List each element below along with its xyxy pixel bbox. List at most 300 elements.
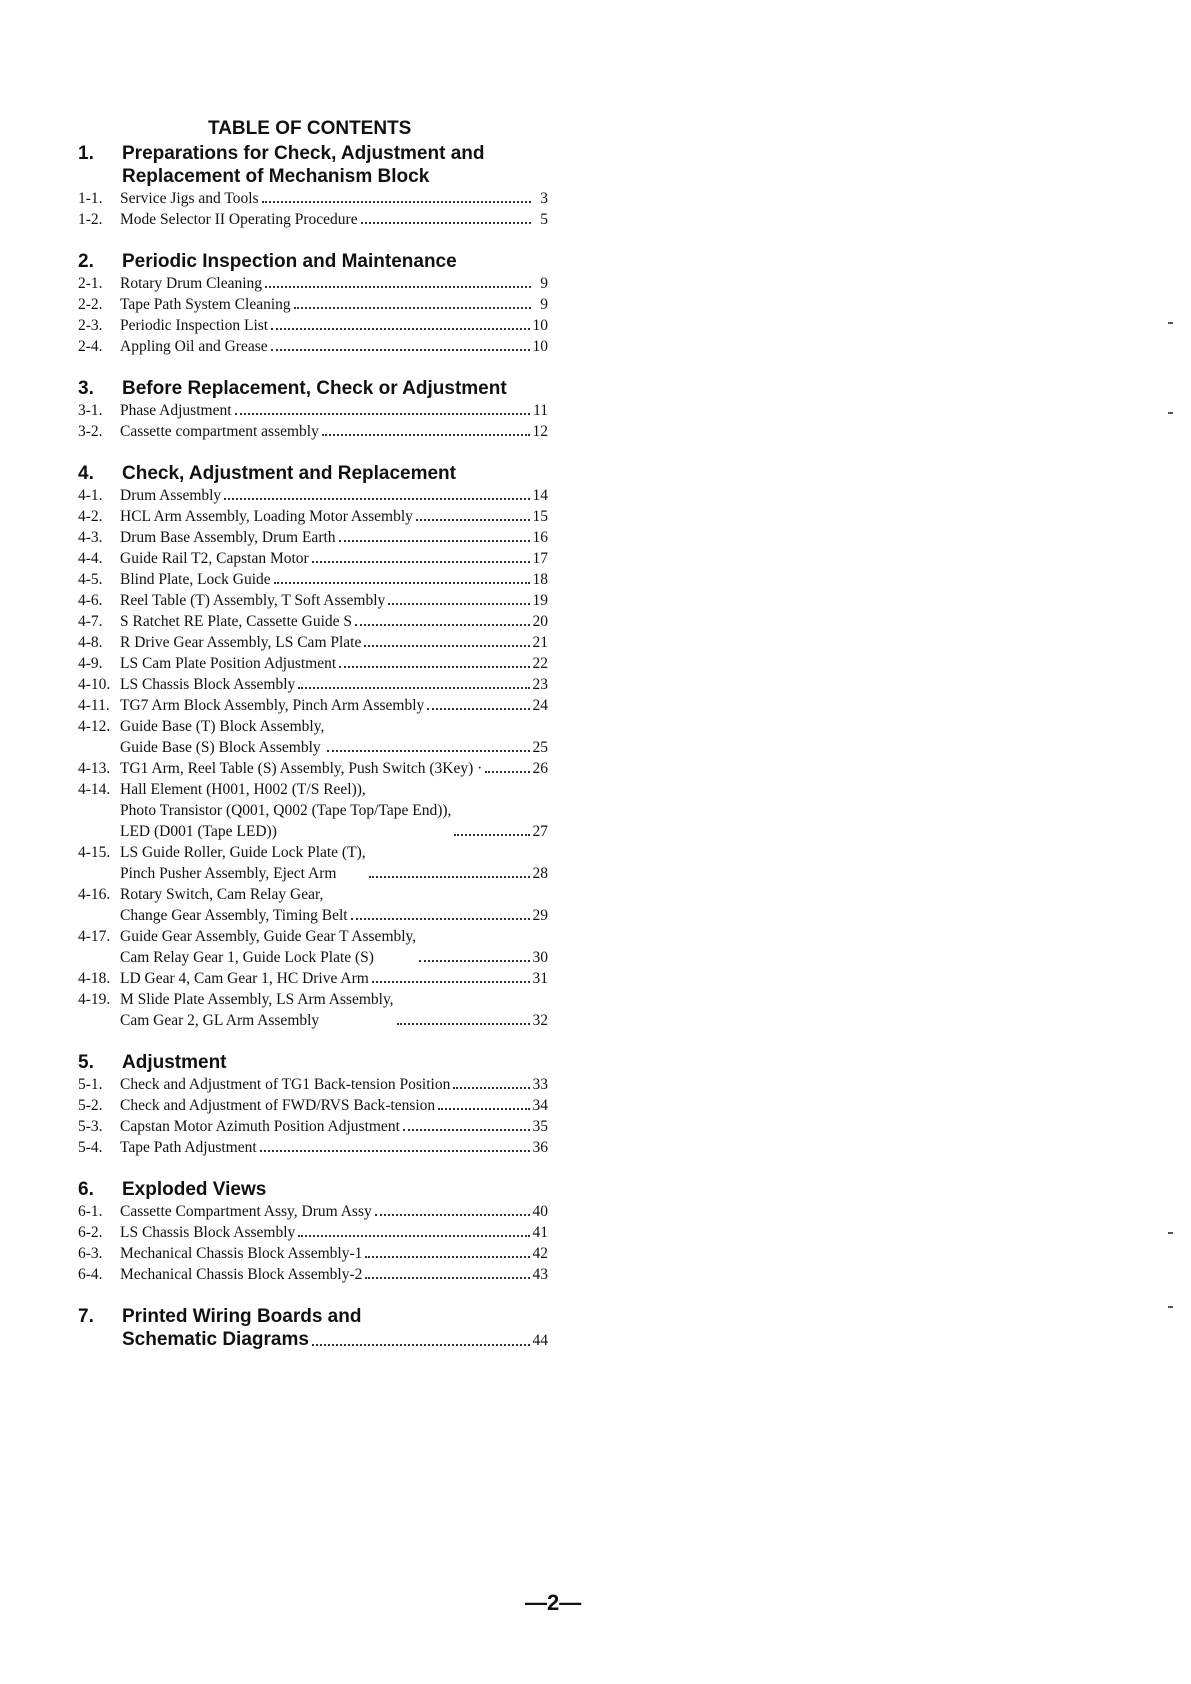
entry-text-line: Guide Rail T2, Capstan Motor (120, 550, 309, 567)
entry-body (120, 590, 548, 611)
entry-number: 4-9. (78, 655, 103, 672)
section-entries (78, 1074, 548, 1158)
dot-leader (397, 1022, 530, 1025)
dot-leader (271, 327, 529, 330)
entry-number: 1-2. (78, 211, 103, 228)
entry-text-line: Guide Base (S) Block Assembly (120, 739, 321, 756)
dot-leader (327, 749, 529, 752)
entry-body (120, 989, 548, 1031)
toc-entry (78, 1201, 548, 1222)
dot-leader (419, 959, 529, 962)
entry-text-line: Tape Path Adjustment (120, 1139, 257, 1156)
entry-text (120, 590, 385, 611)
toc-entry (78, 632, 548, 653)
toc-entry (78, 716, 548, 758)
dot-leader (339, 539, 530, 542)
dot-leader (364, 644, 529, 647)
entry-number: 6-1. (78, 1203, 103, 1220)
dot-leader (355, 623, 529, 626)
toc-entry (78, 1222, 548, 1243)
entry-number: 6-3. (78, 1245, 103, 1262)
entry-number: 2-1. (78, 275, 103, 292)
dot-leader (235, 412, 531, 415)
entry-number: 4-4. (78, 550, 103, 567)
entry-text-line: Appling Oil and Grease (120, 338, 268, 355)
entry-text (120, 336, 268, 357)
toc-entry (78, 1116, 548, 1137)
entry-text (120, 1201, 372, 1222)
entry-page: 43 (532, 1266, 548, 1283)
entry-text-line: R Drive Gear Assembly, LS Cam Plate (120, 634, 362, 651)
entry-number: 4-10. (78, 676, 111, 693)
section-title-line: Schematic Diagrams (122, 1329, 309, 1350)
entry-text-line: LS Chassis Block Assembly (120, 676, 296, 693)
entry-text (120, 695, 424, 716)
entry-number: 1-1. (78, 190, 103, 207)
toc-section (78, 142, 548, 230)
toc-entry (78, 611, 548, 632)
entry-page: 41 (532, 1224, 548, 1241)
entry-number: 2-2. (78, 296, 103, 313)
entry-text (120, 884, 348, 926)
section-heading (78, 1178, 548, 1201)
toc-section (78, 1285, 548, 1352)
toc-entry (78, 1264, 548, 1285)
toc-section (78, 1158, 548, 1285)
entry-text (120, 569, 271, 590)
entry-body (120, 716, 548, 758)
entry-text-line: Cassette compartment assembly (120, 423, 319, 440)
entry-number: 6-4. (78, 1266, 103, 1283)
toc-entry (78, 653, 548, 674)
entry-page: 30 (532, 949, 548, 966)
entry-text (120, 1116, 400, 1137)
toc-entry (78, 779, 548, 842)
section-title-line: Before Replacement, Check or Adjustment (122, 378, 507, 399)
entry-text (120, 611, 352, 632)
section-heading (78, 250, 548, 273)
entry-page: 12 (532, 423, 548, 440)
section-gap (78, 1158, 548, 1178)
entry-body (120, 1222, 548, 1243)
entry-body (120, 653, 548, 674)
toc-entry (78, 1243, 548, 1264)
entry-body (120, 1137, 548, 1158)
entry-page: 36 (532, 1139, 548, 1156)
dot-leader (322, 433, 530, 436)
entry-text-line: Guide Base (T) Block Assembly, (120, 718, 325, 735)
entry-text-line: Mechanical Chassis Block Assembly-1 (120, 1245, 363, 1262)
entry-number: 4-13. (78, 760, 111, 777)
entry-text-line: TG1 Arm, Reel Table (S) Assembly, Push Switch (3Key) · (120, 760, 483, 777)
entry-number: 3-1. (78, 402, 103, 419)
dot-leader (224, 497, 529, 500)
toc-entry (78, 336, 548, 357)
entry-text-line: HCL Arm Assembly, Loading Motor Assembly (120, 508, 413, 525)
entry-number: 3-2. (78, 423, 103, 440)
section-page: 44 (532, 1332, 548, 1349)
entry-page: 14 (532, 487, 548, 504)
section-number: 4. (78, 463, 94, 484)
dot-leader (369, 875, 530, 878)
toc-entry (78, 273, 548, 294)
entry-text (120, 1222, 295, 1243)
entry-body (120, 926, 548, 968)
dot-leader (312, 1343, 530, 1346)
entry-number: 5-4. (78, 1139, 103, 1156)
entry-text-line: TG7 Arm Block Assembly, Pinch Arm Assembly (120, 697, 425, 714)
entry-body (120, 1095, 548, 1116)
entry-number: 5-3. (78, 1118, 103, 1135)
entry-page: 15 (532, 508, 548, 525)
section-title (122, 462, 548, 485)
entry-number: 2-3. (78, 317, 103, 334)
margin-mark (1168, 1232, 1173, 1234)
dot-leader (427, 707, 529, 710)
entry-body (120, 1201, 548, 1222)
section-heading (78, 462, 548, 485)
toc-entry (78, 842, 548, 884)
section-gap (78, 1285, 548, 1305)
toc-entry (78, 569, 548, 590)
entry-number: 4-15. (78, 844, 111, 861)
entry-text-line: Rotary Switch, Cam Relay Gear, (120, 886, 324, 903)
entry-body (120, 674, 548, 695)
entry-page: 20 (532, 613, 548, 630)
entry-body (120, 1116, 548, 1137)
toc-entry (78, 968, 548, 989)
dot-leader (274, 581, 530, 584)
entry-text-line: LED (D001 (Tape LED)) (120, 823, 277, 840)
entry-text (120, 485, 221, 506)
section-title-line: Replacement of Mechanism Block (122, 166, 430, 187)
entry-page: 34 (532, 1097, 548, 1114)
entry-text-line: Rotary Drum Cleaning (120, 275, 263, 292)
entry-page: 22 (532, 655, 548, 672)
entry-page: 16 (532, 529, 548, 546)
section-heading (78, 377, 548, 400)
section-gap (78, 1031, 548, 1051)
entry-number: 4-7. (78, 613, 103, 630)
dot-leader (388, 602, 529, 605)
entry-number: 4-19. (78, 991, 111, 1008)
entry-text (120, 1264, 362, 1285)
entry-text-line: Mechanical Chassis Block Assembly-2 (120, 1266, 363, 1283)
entry-text-line: Check and Adjustment of TG1 Back-tension Position (120, 1076, 451, 1093)
entry-text (120, 968, 369, 989)
entry-text (120, 421, 319, 442)
section-title-line: Periodic Inspection and Maintenance (122, 251, 457, 272)
entry-text (120, 294, 291, 315)
toc-entry (78, 1074, 548, 1095)
entry-text-line: Capstan Motor Azimuth Position Adjustment (120, 1118, 400, 1135)
section-heading (78, 142, 548, 188)
entry-body (120, 779, 548, 842)
entry-page: 26 (532, 760, 548, 777)
entry-number: 4-5. (78, 571, 103, 588)
entry-text (120, 989, 394, 1031)
dot-leader (372, 980, 530, 983)
entry-number: 4-1. (78, 487, 103, 504)
entry-text (120, 758, 482, 779)
entry-page: 9 (540, 275, 548, 292)
toc-entry (78, 695, 548, 716)
toc-entry (78, 527, 548, 548)
dot-leader (260, 1149, 530, 1152)
entry-body (120, 400, 548, 421)
toc-entry (78, 188, 548, 209)
dot-leader (294, 306, 531, 309)
entry-text-line: Reel Table (T) Assembly, T Soft Assembly (120, 592, 386, 609)
entry-page: 17 (532, 550, 548, 567)
section-entries (78, 400, 548, 442)
entry-text-line: Photo Transistor (Q001, Q002 (Tape Top/Tape End)), (120, 802, 452, 819)
entry-text-line: S Ratchet RE Plate, Cassette Guide S (120, 613, 353, 630)
entry-text-line: Change Gear Assembly, Timing Belt (120, 907, 348, 924)
section-number: 6. (78, 1179, 94, 1200)
entry-text (120, 1137, 257, 1158)
toc-entry (78, 674, 548, 695)
entry-page: 32 (532, 1012, 548, 1029)
entry-text (120, 548, 309, 569)
dot-leader (298, 686, 529, 689)
entry-number: 5-2. (78, 1097, 103, 1114)
entry-text-line: Cam Gear 2, GL Arm Assembly (120, 1012, 320, 1029)
section-title-line: Adjustment (122, 1052, 227, 1073)
section-title (122, 1051, 548, 1074)
entry-text (120, 315, 268, 336)
entry-body (120, 273, 548, 294)
entry-body (120, 527, 548, 548)
dot-leader (416, 518, 530, 521)
entry-text (120, 188, 259, 209)
entry-number: 4-2. (78, 508, 103, 525)
toc-entry (78, 884, 548, 926)
entry-number: 5-1. (78, 1076, 103, 1093)
entry-page: 29 (532, 907, 548, 924)
entry-body (120, 695, 548, 716)
toc-sections (78, 142, 548, 1352)
section-number: 1. (78, 143, 94, 164)
entry-body (120, 842, 548, 884)
entry-text-line: Phase Adjustment (120, 402, 232, 419)
entry-page: 5 (540, 211, 548, 228)
margin-mark (1168, 412, 1173, 414)
section-number: 3. (78, 378, 94, 399)
entry-number: 4-6. (78, 592, 103, 609)
dot-leader (339, 665, 529, 668)
entry-page: 10 (532, 338, 548, 355)
entry-number: 6-2. (78, 1224, 103, 1241)
section-title (122, 377, 548, 400)
entry-text (120, 273, 262, 294)
entry-page: 25 (532, 739, 548, 756)
entry-page: 40 (532, 1203, 548, 1220)
section-gap (78, 357, 548, 377)
toc-section (78, 230, 548, 357)
entry-text (120, 632, 361, 653)
entry-text-line: LS Cam Plate Position Adjustment (120, 655, 337, 672)
entry-number: 2-4. (78, 338, 103, 355)
entry-number: 4-14. (78, 781, 111, 798)
dot-leader (265, 285, 531, 288)
entry-body (120, 336, 548, 357)
entry-text (120, 779, 451, 842)
toc-entry (78, 926, 548, 968)
entry-body (120, 758, 548, 779)
entry-number: 4-12. (78, 718, 111, 735)
entry-text-line: Check and Adjustment of FWD/RVS Back-tension (120, 1097, 436, 1114)
entry-text (120, 926, 416, 968)
toc-entry (78, 758, 548, 779)
table-of-contents (78, 116, 548, 1352)
section-number: 7. (78, 1306, 94, 1327)
entry-text-line: Guide Gear Assembly, Guide Gear T Assembly, (120, 928, 417, 945)
toc-entry (78, 506, 548, 527)
dot-leader (312, 560, 530, 563)
dot-leader (262, 200, 531, 203)
entry-page: 11 (533, 402, 548, 419)
entry-page: 28 (532, 865, 548, 882)
dot-leader (365, 1276, 529, 1279)
section-title (122, 142, 548, 188)
dot-leader (403, 1128, 530, 1131)
entry-body (120, 569, 548, 590)
dot-leader (438, 1107, 529, 1110)
section-number: 5. (78, 1052, 94, 1073)
dot-leader (485, 770, 529, 773)
section-title-last-row (122, 1328, 548, 1352)
entry-body (120, 1264, 548, 1285)
margin-mark (1168, 1306, 1173, 1308)
entry-page: 21 (532, 634, 548, 651)
entry-page: 23 (532, 676, 548, 693)
entry-page: 19 (532, 592, 548, 609)
toc-section (78, 1031, 548, 1158)
entry-page: 27 (532, 823, 548, 840)
section-entries (78, 485, 548, 1031)
entry-text-line: Service Jigs and Tools (120, 190, 259, 207)
entry-text (120, 400, 232, 421)
dot-leader (361, 221, 531, 224)
dot-leader (365, 1255, 529, 1258)
toc-entry (78, 209, 548, 230)
entry-text-line: Cassette Compartment Assy, Drum Assy (120, 1203, 372, 1220)
section-title-line: Preparations for Check, Adjustment and (122, 143, 485, 164)
entry-page: 33 (532, 1076, 548, 1093)
section-title-line: Printed Wiring Boards and (122, 1306, 362, 1327)
dot-leader (271, 348, 530, 351)
entry-body (120, 209, 548, 230)
entry-body (120, 294, 548, 315)
entry-body (120, 1074, 548, 1095)
toc-entry (78, 485, 548, 506)
section-entries (78, 273, 548, 357)
entry-text (120, 716, 324, 758)
entry-page: 35 (532, 1118, 548, 1135)
entry-page: 18 (532, 571, 548, 588)
section-heading (78, 1305, 548, 1352)
entry-text-line: Drum Assembly (120, 487, 222, 504)
dot-leader (453, 1086, 529, 1089)
entry-text (120, 1095, 435, 1116)
entry-text-line: LD Gear 4, Cam Gear 1, HC Drive Arm (120, 970, 369, 987)
entry-number: 4-3. (78, 529, 103, 546)
section-title (122, 250, 548, 273)
entry-number: 4-16. (78, 886, 111, 903)
entry-number: 4-11. (78, 697, 110, 714)
entry-page: 3 (540, 190, 548, 207)
section-gap (78, 442, 548, 462)
section-heading (78, 1051, 548, 1074)
entry-text (120, 527, 336, 548)
entry-body (120, 884, 548, 926)
toc-entry (78, 989, 548, 1031)
entry-body (120, 548, 548, 569)
entry-body (120, 968, 548, 989)
entry-body (120, 315, 548, 336)
entry-text (120, 1074, 450, 1095)
entry-text-line: Pinch Pusher Assembly, Eject Arm (120, 865, 337, 882)
section-entries (78, 1201, 548, 1285)
toc-entry (78, 421, 548, 442)
entry-text (120, 1243, 362, 1264)
dot-leader (298, 1234, 529, 1237)
section-number: 2. (78, 251, 94, 272)
toc-entry (78, 590, 548, 611)
entry-text-line: Cam Relay Gear 1, Guide Lock Plate (S) (120, 949, 374, 966)
entry-body (120, 1243, 548, 1264)
entry-body (120, 611, 548, 632)
entry-number: 4-18. (78, 970, 111, 987)
toc-entry (78, 1137, 548, 1158)
dot-leader (454, 833, 529, 836)
entry-text (120, 506, 413, 527)
entry-page: 31 (532, 970, 548, 987)
margin-mark (1168, 322, 1173, 324)
entry-body (120, 632, 548, 653)
entry-body (120, 485, 548, 506)
entry-text-line: Mode Selector II Operating Procedure (120, 211, 358, 228)
toc-entry (78, 315, 548, 336)
entry-text (120, 653, 336, 674)
entry-text-line: Periodic Inspection List (120, 317, 269, 334)
entry-page: 42 (532, 1245, 548, 1262)
section-gap (78, 230, 548, 250)
section-title (122, 1178, 548, 1201)
entry-page: 10 (532, 317, 548, 334)
entry-body (120, 506, 548, 527)
entry-text (120, 674, 295, 695)
section-entries (78, 188, 548, 230)
entry-text-line: Drum Base Assembly, Drum Earth (120, 529, 336, 546)
entry-body (120, 421, 548, 442)
entry-page: 9 (540, 296, 548, 313)
entry-text-line: M Slide Plate Assembly, LS Arm Assembly, (120, 991, 394, 1008)
toc-entry (78, 548, 548, 569)
entry-number: 4-8. (78, 634, 103, 651)
dot-leader (375, 1213, 530, 1216)
entry-body (120, 188, 548, 209)
entry-text (120, 842, 366, 884)
entry-text-line: Tape Path System Cleaning (120, 296, 291, 313)
section-title-line: Check, Adjustment and Replacement (122, 463, 456, 484)
entry-text-line: Blind Plate, Lock Guide (120, 571, 271, 588)
entry-text-line: LS Chassis Block Assembly (120, 1224, 296, 1241)
toc-title: TABLE OF CONTENTS (208, 118, 412, 139)
section-title-line: Exploded Views (122, 1179, 267, 1200)
entry-text (120, 209, 358, 230)
